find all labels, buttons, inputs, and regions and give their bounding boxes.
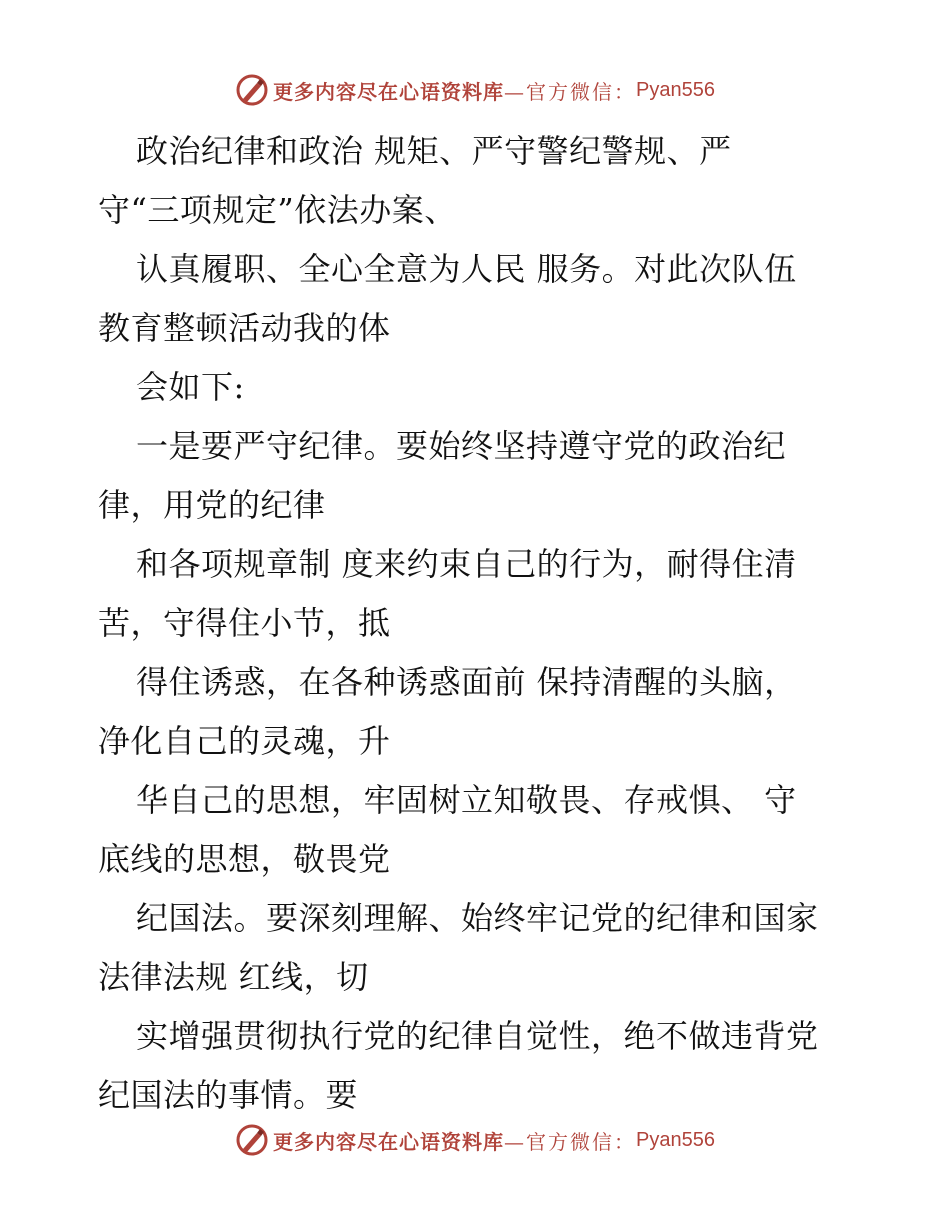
text-line: 华自己的思想，牢固树立知敬畏、存戒惧、 守 <box>136 781 797 819</box>
text-line: 和各项规章制 度来约束自己的行为，耐得住清 <box>136 545 797 583</box>
text-line: 底线的思想，敬畏党 <box>98 840 391 878</box>
text-line: 会如下: <box>136 368 245 406</box>
footer-banner <box>0 1120 950 1160</box>
text-line: 法律法规 红线，切 <box>98 958 369 996</box>
text-line: 苦，守得住小节，抵 <box>98 604 391 642</box>
text-line: 守“三项规定”依法办案、 <box>98 191 457 229</box>
banner-wechat-id: Pyan556 <box>636 1128 715 1151</box>
banner-main-text: 更多内容尽在心语资料库 <box>273 79 505 104</box>
banner-sub-text: —官方微信： <box>504 1129 637 1154</box>
text-line: 净化自己的灵魂，升 <box>98 722 391 760</box>
banner-main-text: 更多内容尽在心语资料库 <box>273 1129 505 1154</box>
header-banner <box>0 70 950 110</box>
banner-sub-text: —官方微信： <box>504 79 637 104</box>
document-body <box>98 122 878 1125</box>
pen-logo-icon <box>235 1123 269 1157</box>
text-line: 政治纪律和政治 规矩、严守警纪警规、严 <box>136 132 732 170</box>
text-line: 认真履职、全心全意为人民 服务。对此次队伍 <box>136 250 797 288</box>
text-line: 一是要严守纪律。要始终坚持遵守党的政治纪 <box>136 427 787 465</box>
text-line: 纪国法的事情。要 <box>98 1076 359 1114</box>
text-line: 实增强贯彻执行党的纪律自觉性，绝不做违背党 <box>136 1017 819 1055</box>
text-line: 纪国法。要深刻理解、始终牢记党的纪律和国家 <box>136 899 819 937</box>
pen-logo-icon <box>235 73 269 107</box>
text-line: 得住诱惑，在各种诱惑面前 保持清醒的头脑， <box>136 663 797 701</box>
text-line: 教育整顿活动我的体 <box>98 309 391 347</box>
text-line: 律，用党的纪律 <box>98 486 326 524</box>
banner-wechat-id: Pyan556 <box>636 78 715 101</box>
